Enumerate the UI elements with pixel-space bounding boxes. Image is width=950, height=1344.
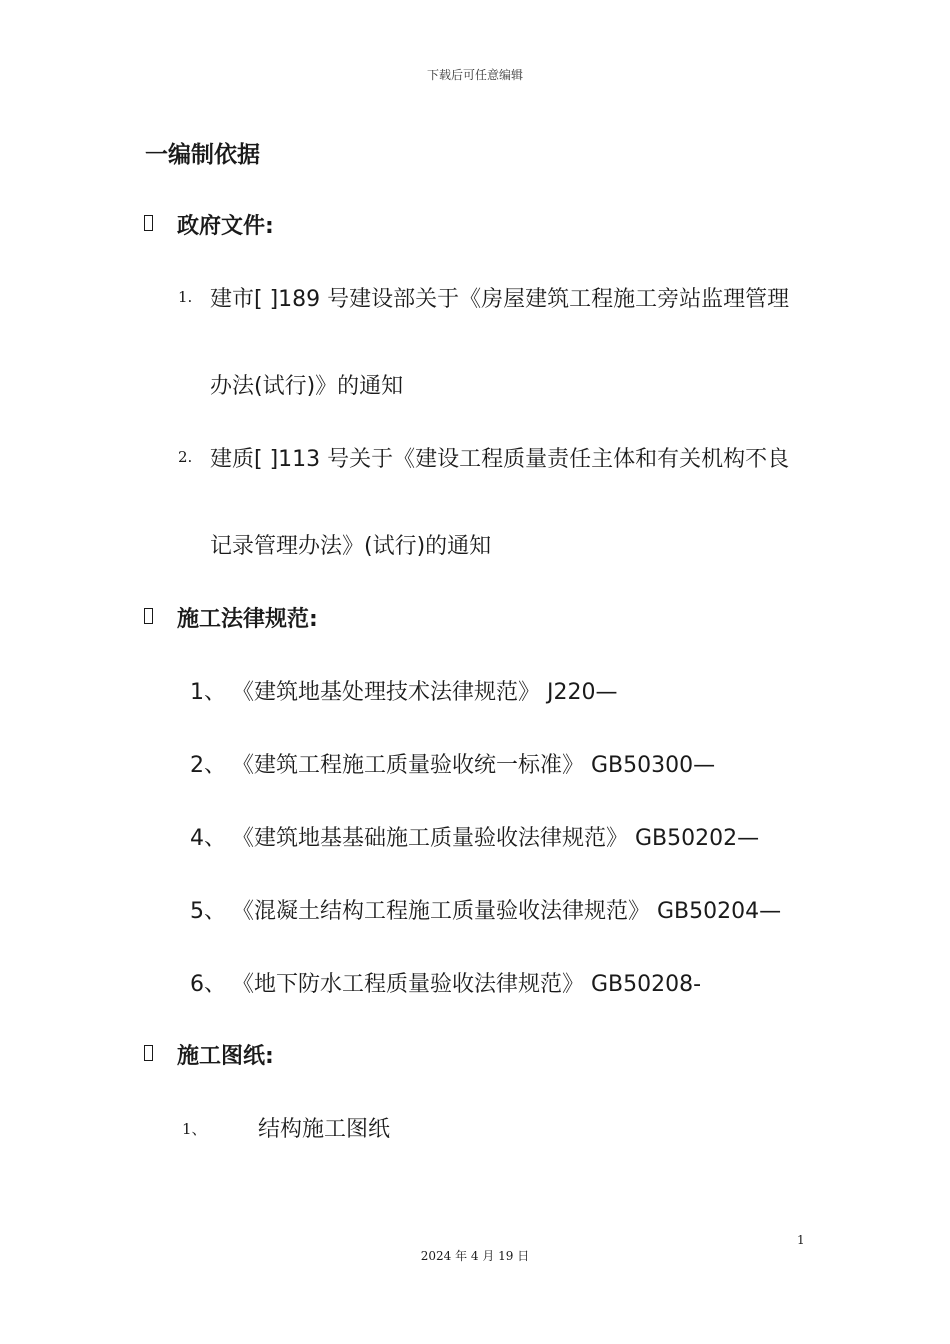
section-heading-standards: 施工法律规范: — [177, 607, 318, 632]
list-number: 4、 — [190, 826, 226, 851]
list-number: 1、 — [182, 1120, 207, 1138]
list-item: 结构施工图纸 — [258, 1117, 391, 1142]
list-number: 5、 — [190, 899, 226, 924]
list-item-line: 建市[ ]189 号建设部关于《房屋建筑工程施工旁站监理管理 — [210, 287, 790, 312]
page-header: 下载后可任意编辑 — [426, 68, 523, 82]
checkbox-bullet-icon — [144, 1045, 153, 1061]
list-item: 《地下防水工程质量验收法律规范》 GB50208- — [232, 972, 702, 997]
list-item: 《建筑工程施工质量验收统一标准》 GB50300— — [232, 753, 716, 778]
checkbox-bullet-icon — [144, 215, 153, 231]
list-number: 1、 — [190, 680, 226, 705]
list-number: 6、 — [190, 972, 226, 997]
list-number: 2. — [178, 448, 193, 466]
list-item: 《混凝土结构工程施工质量验收法律规范》 GB50204— — [232, 899, 782, 924]
list-item: 《建筑地基基础施工质量验收法律规范》 GB50202— — [232, 826, 760, 851]
section-heading-gov-docs: 政府文件: — [177, 214, 274, 239]
list-item-line: 记录管理办法》(试行)的通知 — [210, 534, 492, 559]
list-number: 2、 — [190, 753, 226, 778]
section-title: 一编制依据 — [145, 142, 260, 168]
list-item: 《建筑地基处理技术法律规范》 J220— — [232, 680, 618, 705]
checkbox-bullet-icon — [144, 608, 153, 624]
list-item-line: 办法(试行)》的通知 — [210, 374, 404, 399]
list-item-line: 建质[ ]113 号关于《建设工程质量责任主体和有关机构不良 — [210, 447, 790, 472]
list-number: 1. — [178, 288, 193, 306]
section-heading-drawings: 施工图纸: — [177, 1044, 274, 1069]
page-footer-date: 2024 年 4 月 19 日 — [420, 1249, 530, 1263]
page-number: 1 — [797, 1233, 805, 1247]
